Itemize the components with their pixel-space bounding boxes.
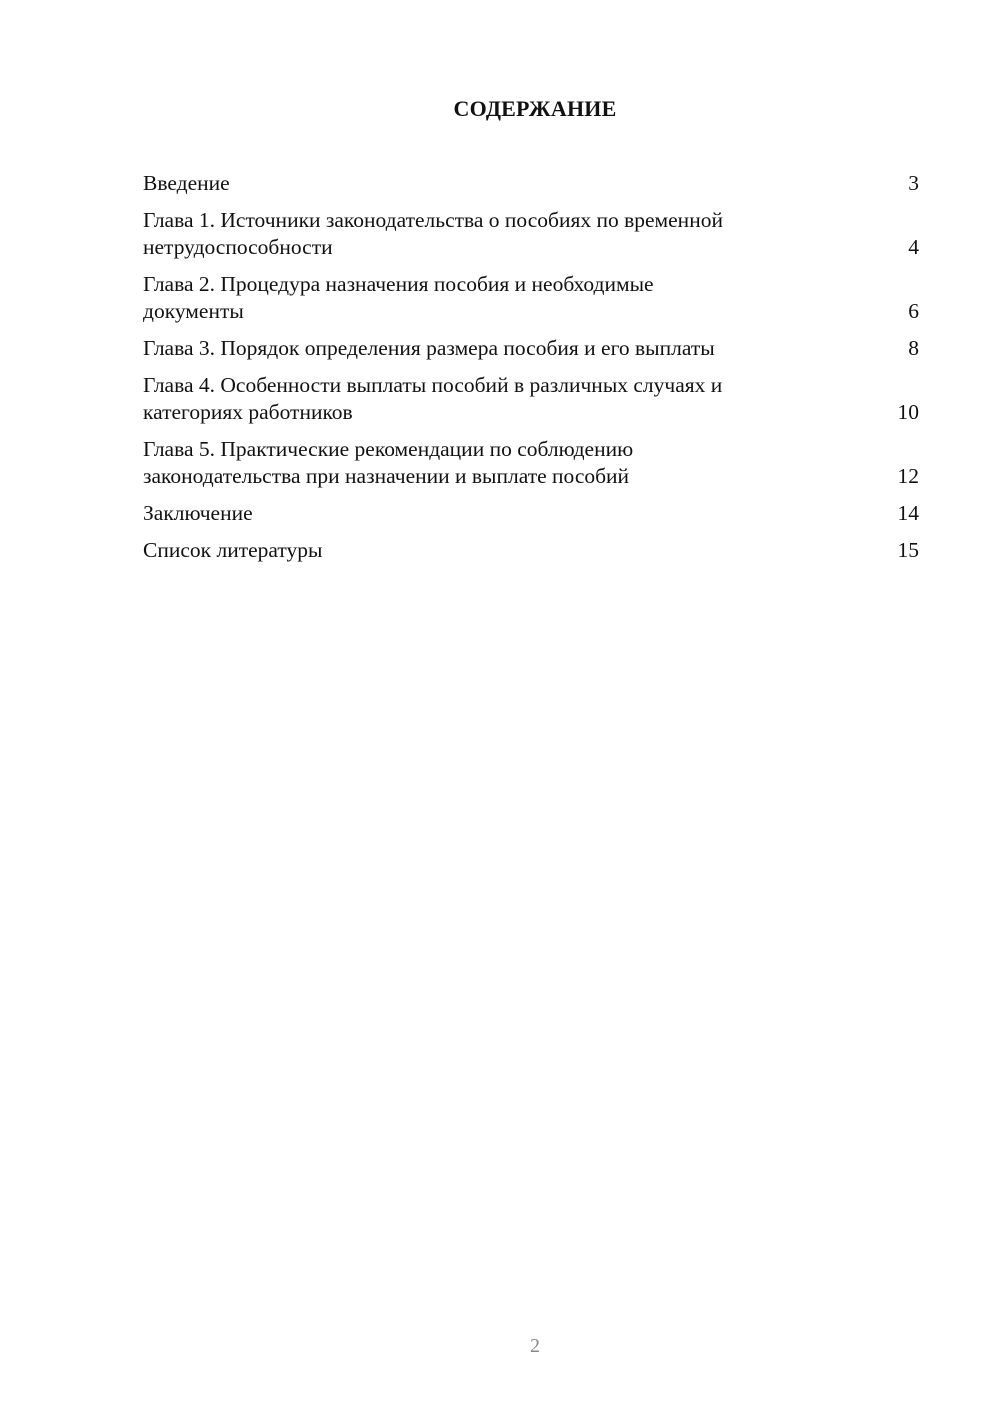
toc-entry-page: 6	[908, 299, 919, 323]
toc-entry-page: 10	[897, 400, 919, 424]
toc-entry-text: Глава 5. Практические рекомендации по соблюдению законодательства при назначении и выплате пособий	[143, 437, 634, 488]
page-title: СОДЕРЖАНИЕ	[453, 96, 617, 121]
toc-entry-page: 15	[897, 538, 919, 562]
toc-entry-conclusion	[143, 500, 919, 527]
page-number: 2	[530, 1335, 540, 1357]
toc-entry-chapter-3	[143, 335, 919, 362]
toc-entry-chapter-2	[143, 271, 919, 325]
toc-entry-page: 12	[897, 464, 919, 488]
toc-entry-text: Заключение	[143, 501, 253, 525]
toc-entry-chapter-5	[143, 436, 919, 490]
toc-entry-page: 8	[908, 336, 919, 360]
toc-entry-text: Список литературы	[143, 538, 323, 562]
toc-entry-page: 4	[908, 235, 919, 259]
toc-entry-text: Введение	[143, 171, 230, 195]
toc-entry-text: Глава 1. Источники законодательства о пособиях по временной нетрудоспособности	[143, 208, 723, 259]
toc-entry-text: Глава 3. Порядок определения размера пособия и его выплаты	[143, 336, 715, 360]
toc-entry-page: 14	[897, 501, 919, 525]
toc-entry-references	[143, 537, 919, 564]
table-of-contents	[143, 170, 919, 574]
toc-entry-chapter-4	[143, 372, 919, 426]
toc-entry-page: 3	[908, 171, 919, 195]
toc-entry-text: Глава 4. Особенности выплаты пособий в различных случаях и категориях работников	[143, 373, 723, 424]
toc-entry-chapter-1	[143, 207, 919, 261]
toc-entry-text: Глава 2. Процедура назначения пособия и необходимые документы	[143, 272, 654, 323]
toc-entry-introduction	[143, 170, 919, 197]
